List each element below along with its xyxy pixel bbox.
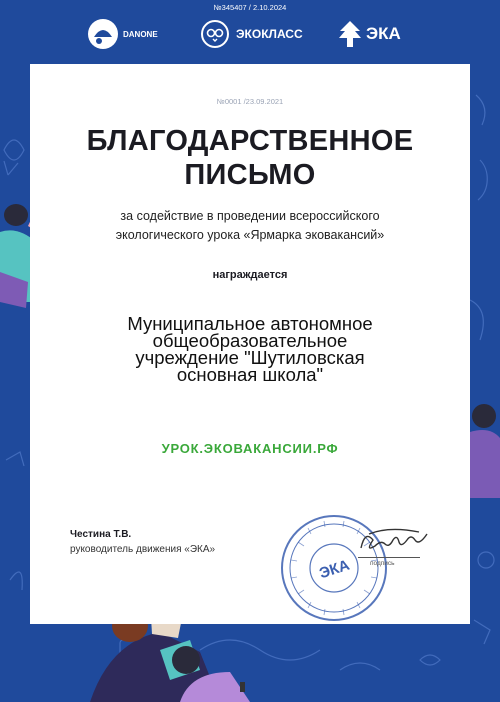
eka-tree-icon [338,19,362,49]
title-line-1: БЛАГОДАРСТВЕННОЕ [86,125,414,157]
document-number: №0001 /23.09.2021 [216,97,284,106]
recipient-line-3: учреждение "Шутиловская [135,347,365,368]
certificate-card [30,64,470,624]
title-line-2: ПИСЬМО [184,159,316,191]
signature-line [358,557,420,558]
signer-name: Честина Т.В. [70,529,132,540]
recipient-line-4: основная школа" [176,364,324,385]
recipient-line-2: общеобразовательное [152,330,348,351]
registration-number: №345407 / 2.10.2024 [213,3,287,12]
subtitle-line-1: за содействие в проведении всероссийского [120,209,380,223]
awarded-label: награждается [212,269,288,281]
signature-caption: подпись [370,560,395,567]
certificate-title [30,124,470,192]
website-url: УРОК.ЭКОВАКАНСИИ.РФ [161,441,339,456]
stamp-center-text: ЭКА [317,556,352,583]
handwritten-signature [355,526,435,558]
ekoklass-logo-text: ЭКОКЛАСС [236,27,303,41]
danone-logo-text: DANONE [123,29,158,39]
danone-logo [86,16,158,52]
certificate-subtitle [70,207,430,245]
signer-role: руководитель движения «ЭКА» [70,544,216,555]
ekoklass-logo [200,16,303,52]
partner-logos [0,16,500,52]
eka-logo-text: ЭКА [366,24,401,43]
recipient-line-1: Муниципальное автономное [127,313,373,334]
eka-logo [338,16,401,52]
danone-emblem-icon [86,17,120,51]
subtitle-line-2: экологического урока «Ярмарка эковакансий» [115,228,385,242]
ekoklass-owl-icon [200,19,230,49]
recipient-name [70,315,430,383]
